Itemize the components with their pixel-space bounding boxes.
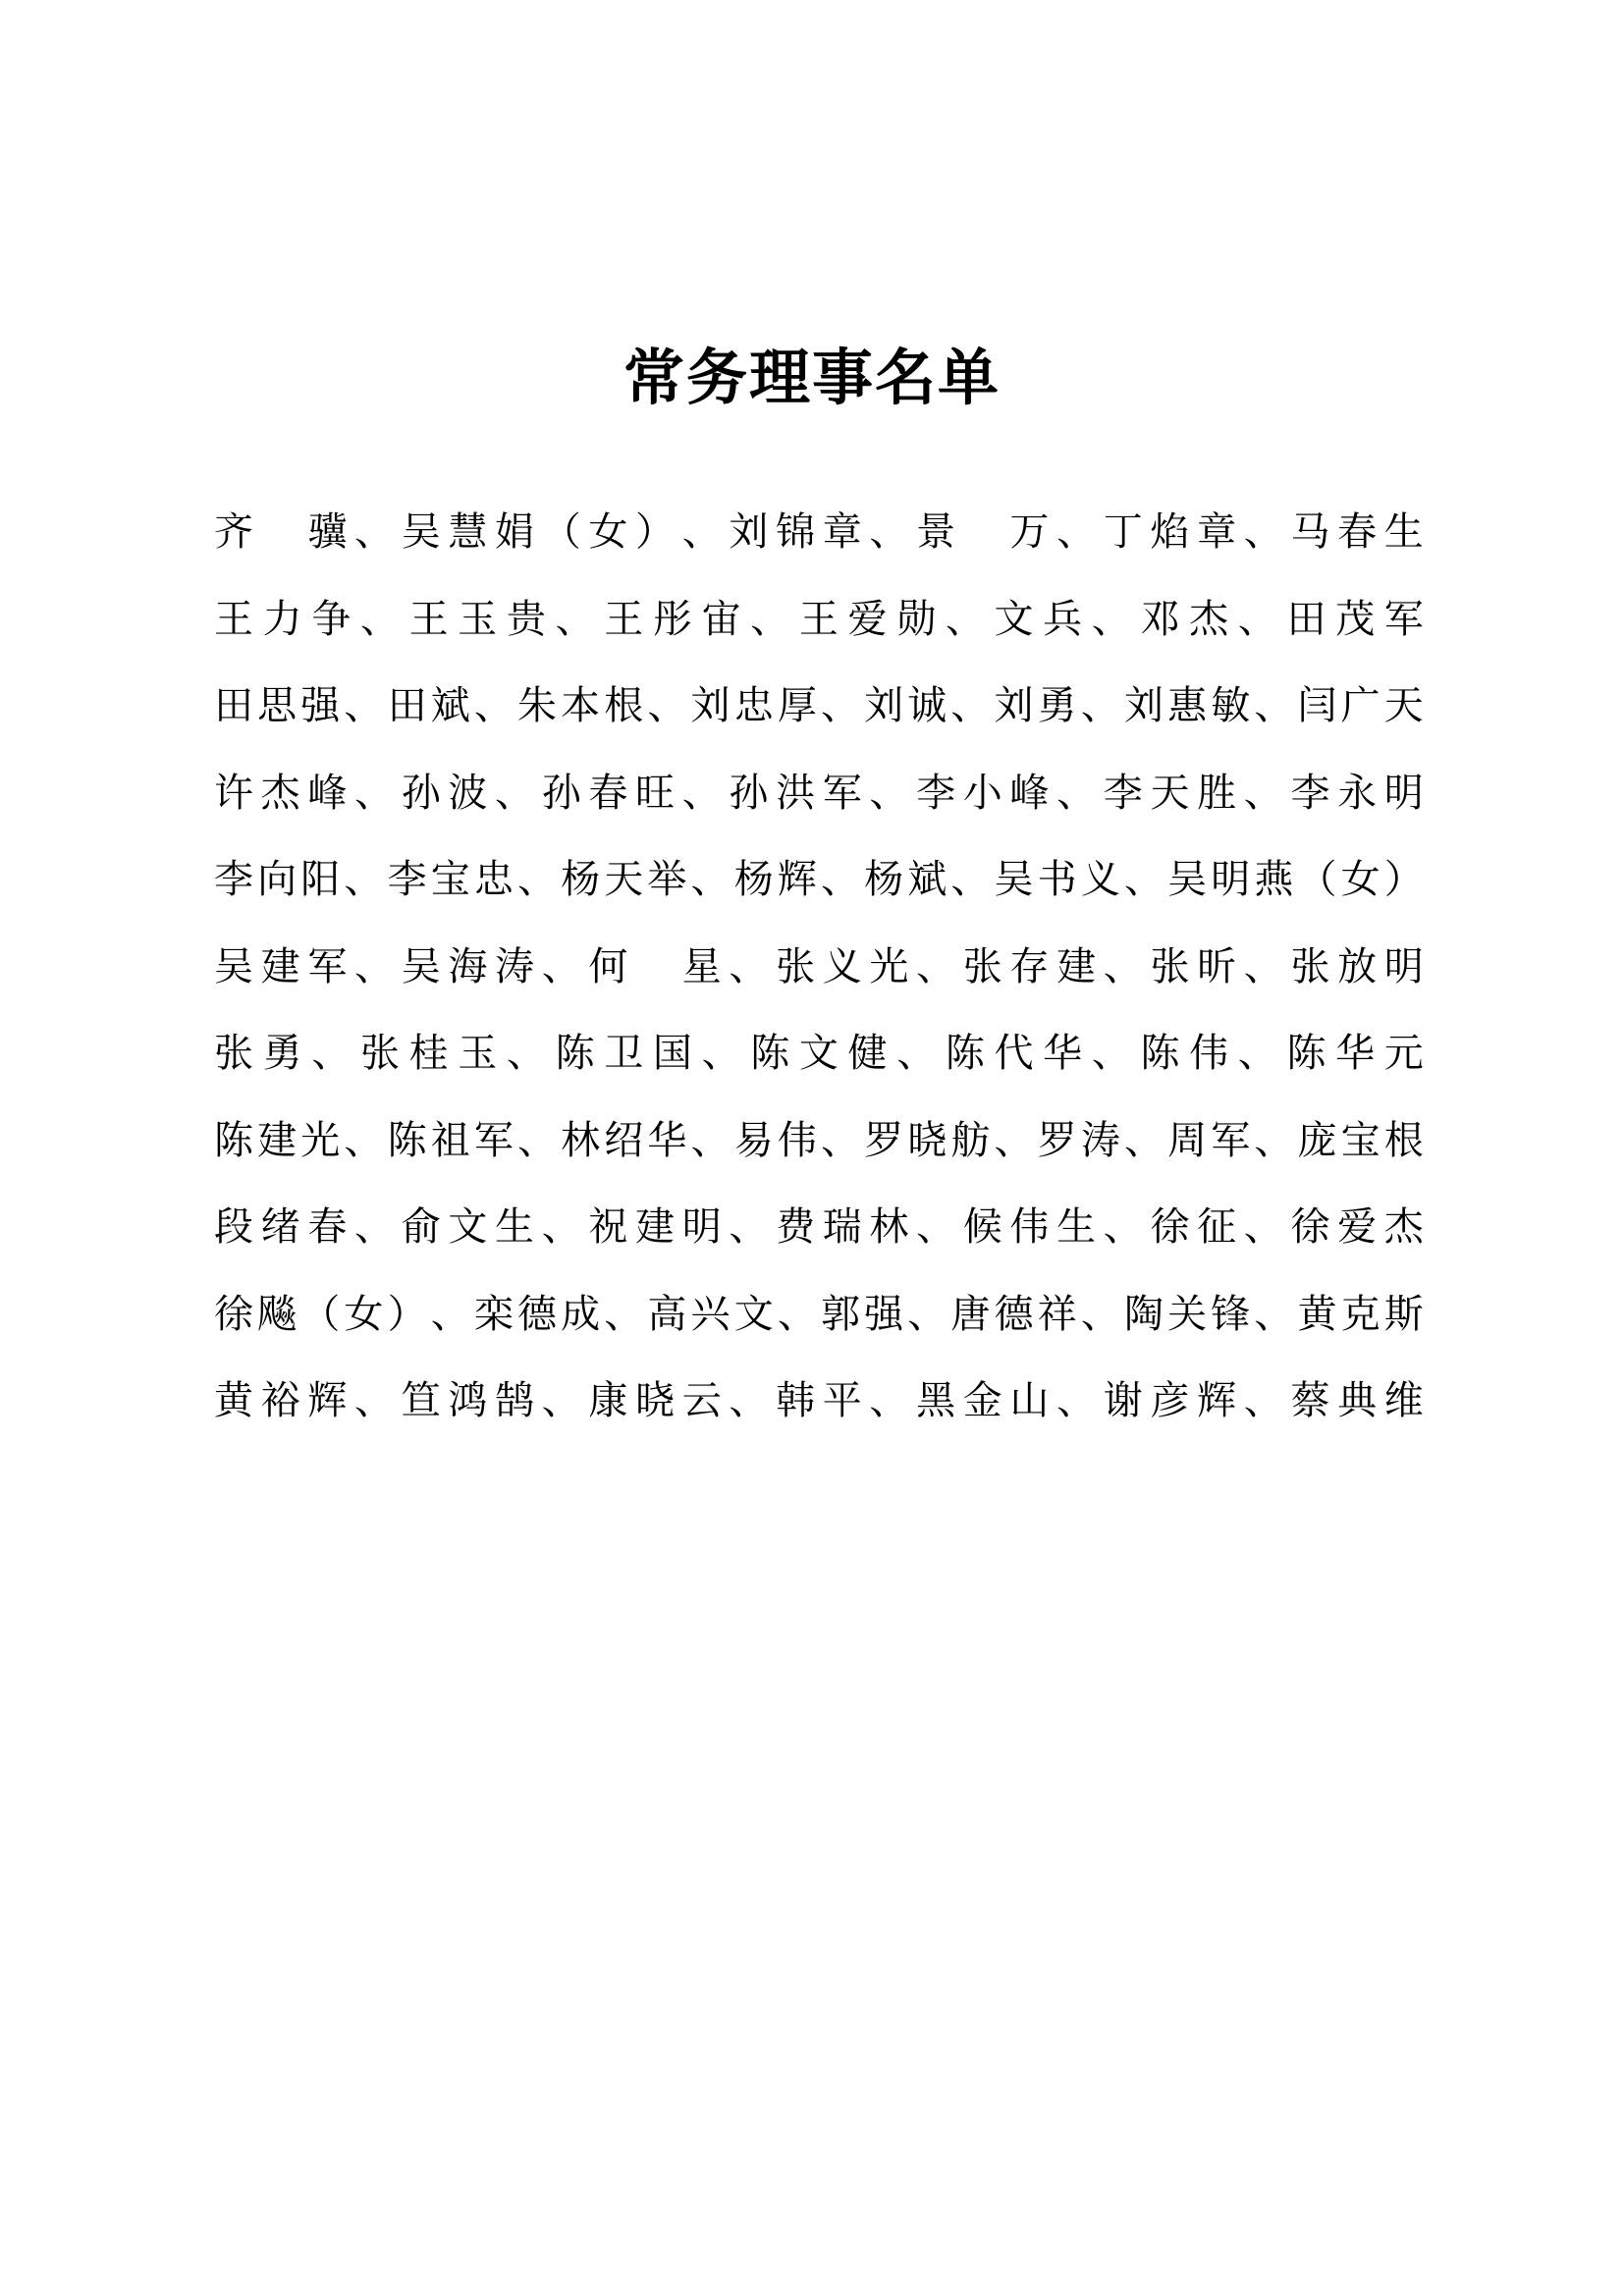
name-line: 田 思 强 、 田 斌 、 朱 本 根 、 刘 忠 厚 、 刘 诚 、 刘 勇 、 刘 惠 敏 、 闫 广 天 xyxy=(214,683,1424,728)
name-line: 段 绪 春 、 俞 文 生 、 祝 建 明 、 费 瑞 林 、 候 伟 生 、 徐 征 、 徐 爱 杰 xyxy=(214,1204,1424,1250)
name-list xyxy=(214,489,1424,1445)
name-line: 齐 骥 、 吴 慧 娟 （ 女 ） 、 刘 锦 章 、 景 万 、 丁 焰 章 、 马 春 生 xyxy=(214,509,1424,555)
page-title: 常务理事名单 xyxy=(623,342,1001,413)
name-line: 王 力 争 、 王 玉 贵 、 王 彤 宙 、 王 爱 勋 、 文 兵 、 邓 杰 、 田 茂 军 xyxy=(214,596,1424,642)
name-line: 李 向 阳 、 李 宝 忠 、 杨 天 举 、 杨 辉 、 杨 斌 、 吴 书 义 、 吴 明 燕 （ 女 ） xyxy=(214,857,1424,902)
name-line: 黄 裕 辉 、 笪 鸿 鹄 、 康 晓 云 、 韩 平 、 黑 金 山 、 谢 彦 辉 、 蔡 典 维 xyxy=(214,1378,1424,1423)
name-line: 吴 建 军 、 吴 海 涛 、 何 星 、 张 义 光 、 张 存 建 、 张 昕 、 张 放 明 xyxy=(214,943,1424,989)
name-line: 陈 建 光 、 陈 祖 军 、 林 绍 华 、 易 伟 、 罗 晓 舫 、 罗 涛 、 周 军 、 庞 宝 根 xyxy=(214,1117,1424,1163)
name-line: 张 勇 、 张 桂 玉 、 陈 卫 国 、 陈 文 健 、 陈 代 华 、 陈 伟 、 陈 华 元 xyxy=(214,1031,1424,1076)
name-line: 许 杰 峰 、 孙 波 、 孙 春 旺 、 孙 洪 军 、 李 小 峰 、 李 天 胜 、 李 永 明 xyxy=(214,770,1424,816)
name-line: 徐 飚 （ 女 ） 、 栾 德 成 、 高 兴 文 、 郭 强 、 唐 德 祥 、 陶 关 锋 、 黄 克 斯 xyxy=(214,1291,1424,1337)
